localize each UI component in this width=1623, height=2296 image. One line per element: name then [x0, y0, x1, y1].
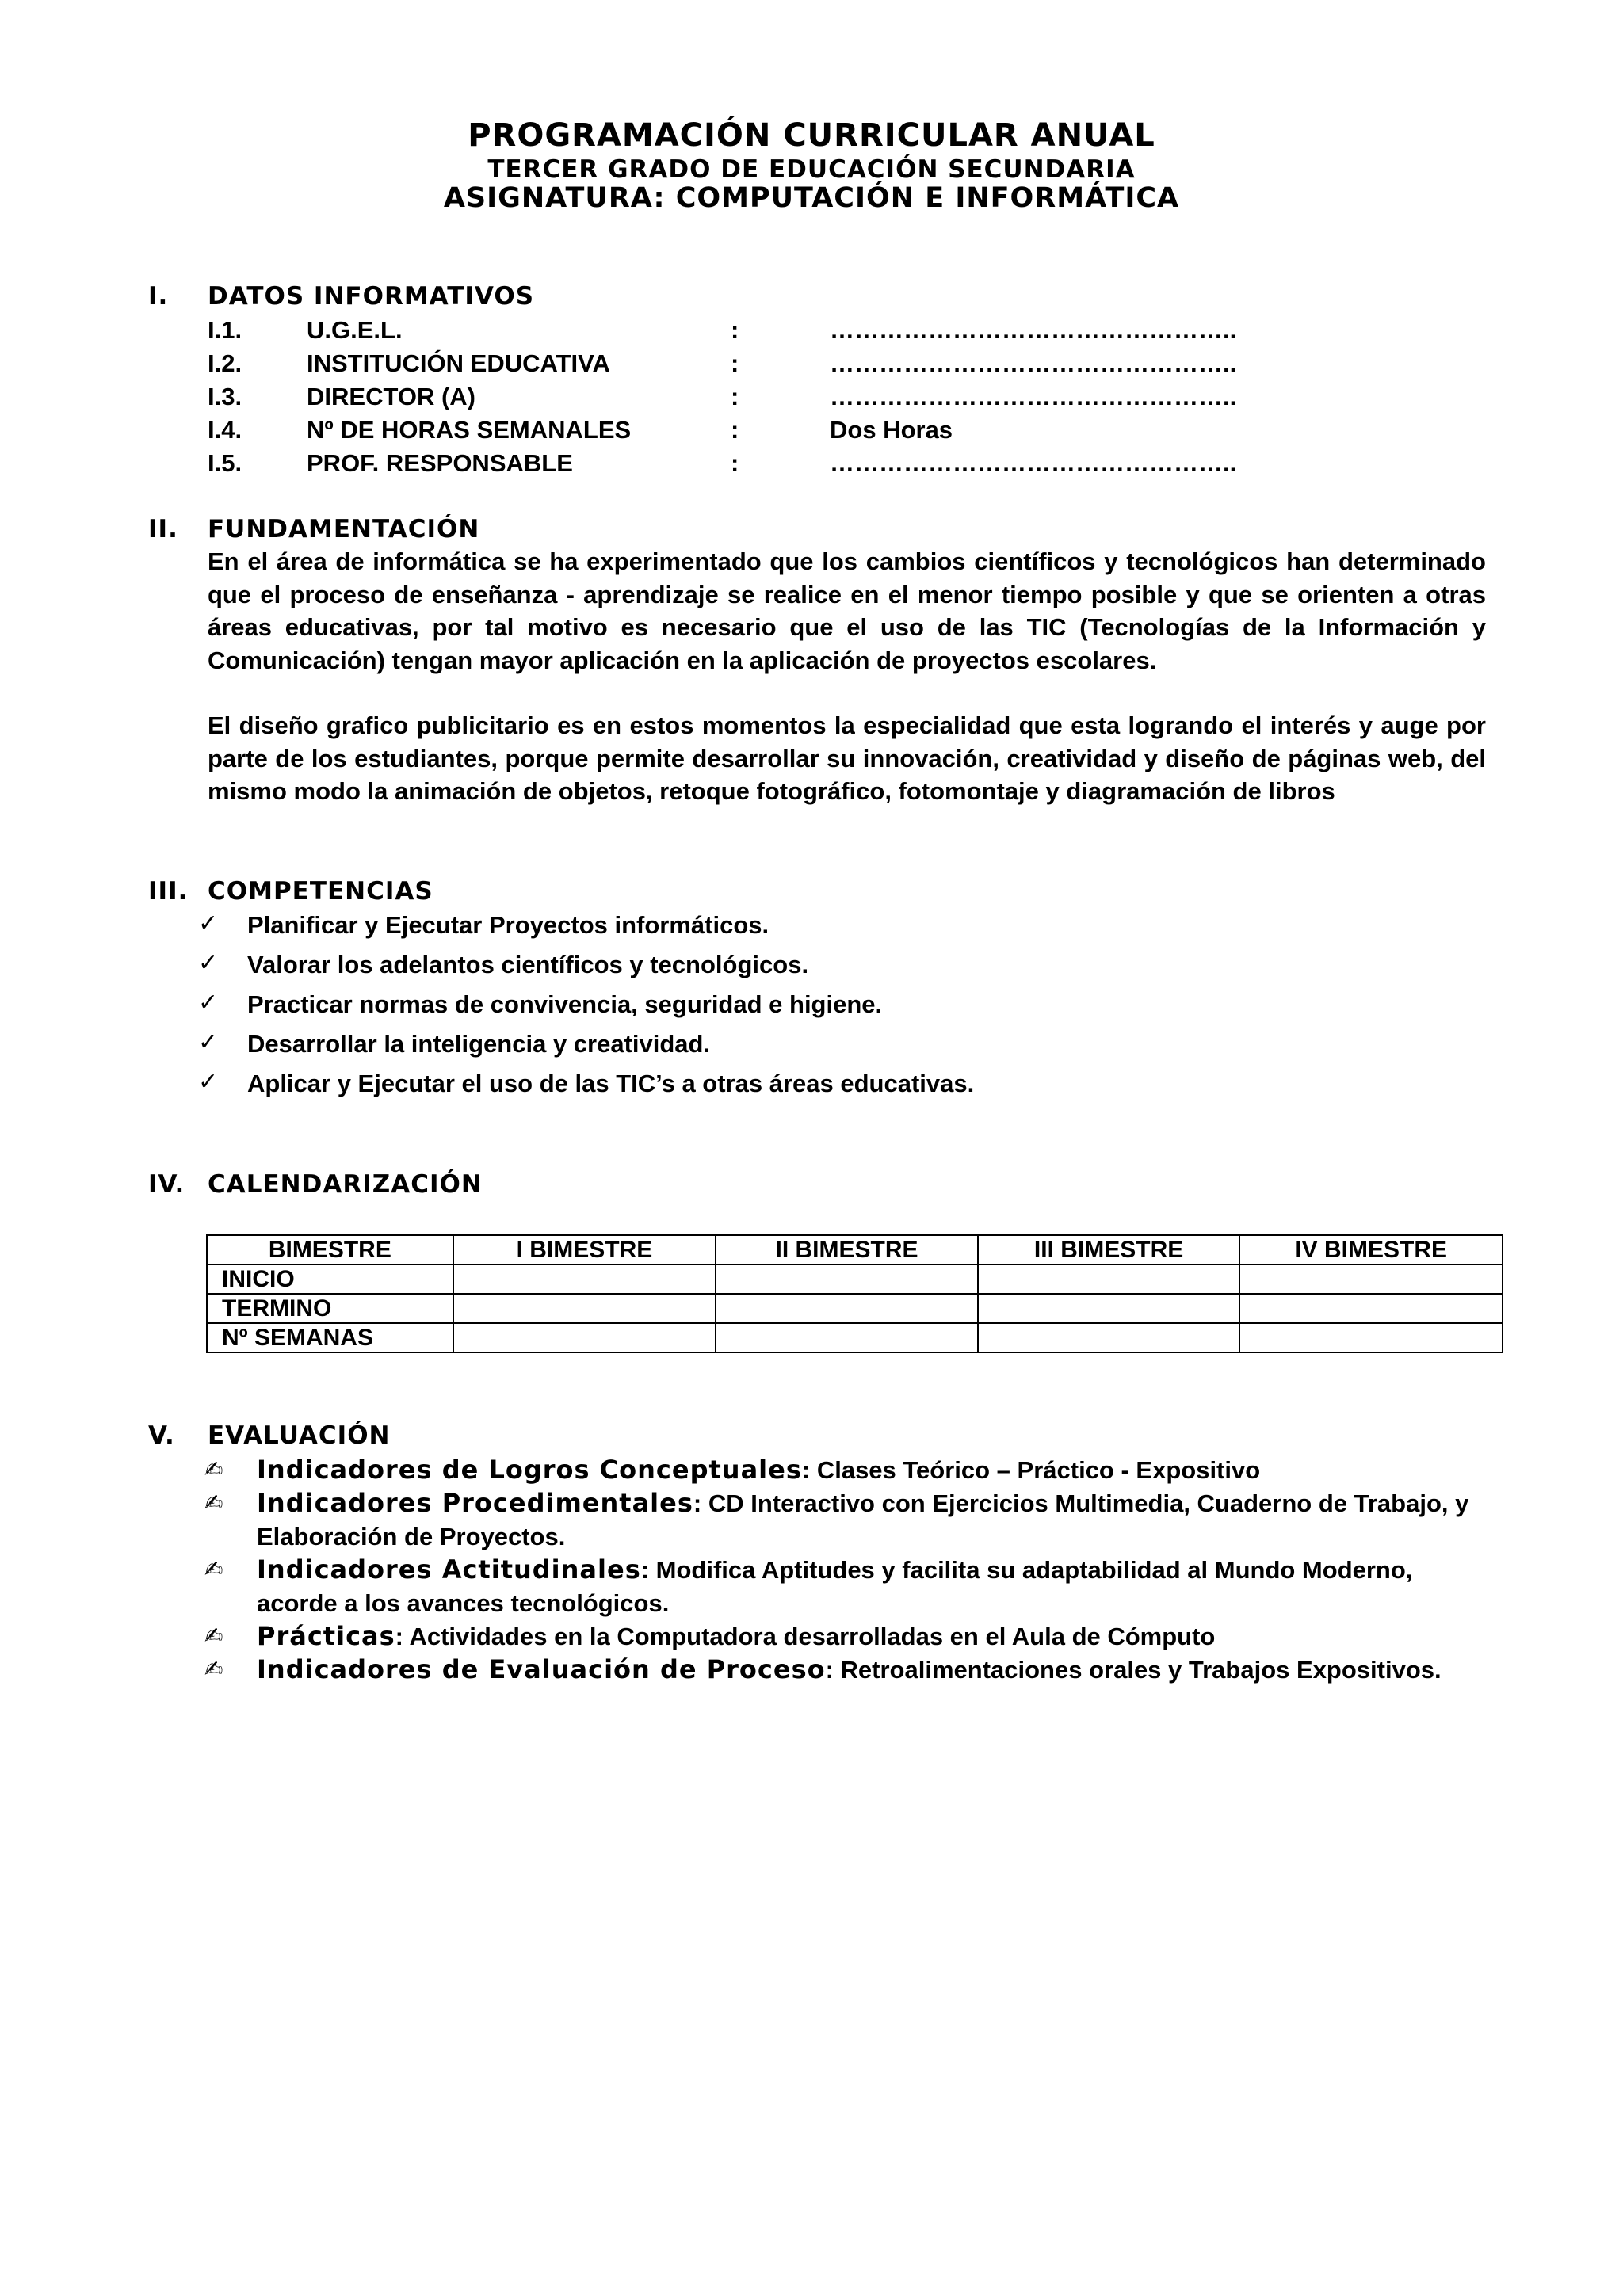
competencia-item: Desarrollar la inteligencia y creatividad. — [247, 1030, 711, 1058]
info-number: I.4. — [208, 416, 242, 444]
info-number: I.2. — [208, 349, 242, 377]
evaluacion-item — [257, 1453, 1493, 1487]
evaluacion-item-key: Indicadores de Evaluación de Proceso — [257, 1654, 826, 1684]
info-label: DIRECTOR (A) — [307, 383, 475, 410]
table-header-cell: II BIMESTRE — [716, 1235, 978, 1264]
checkmark-icon: ✓ — [198, 949, 219, 977]
checkmark-icon: ✓ — [198, 1028, 219, 1056]
info-label: PROF. RESPONSABLE — [307, 449, 573, 477]
table-header-cell: III BIMESTRE — [978, 1235, 1240, 1264]
evaluacion-item — [257, 1486, 1493, 1554]
table-header-cell: IV BIMESTRE — [1239, 1235, 1503, 1264]
info-value: ………………………………………….. — [830, 449, 1237, 477]
info-number: I.5. — [208, 449, 242, 477]
writing-hand-icon: ✍ — [204, 1623, 223, 1649]
document-subject: ASIGNATURA: COMPUTACIÓN E INFORMÁTICA — [443, 182, 1180, 214]
document-subtitle: TERCER GRADO DE EDUCACIÓN SECUNDARIA — [487, 155, 1136, 184]
section-title-competencias: COMPETENCIAS — [208, 877, 433, 906]
evaluacion-item-key: Indicadores Procedimentales — [257, 1488, 693, 1518]
section-number-2: II. — [148, 515, 178, 543]
table-header-cell: I BIMESTRE — [453, 1235, 716, 1264]
table-cell — [978, 1294, 1240, 1323]
table-header-cell: BIMESTRE — [207, 1235, 453, 1264]
evaluacion-item-text: : Actividades en la Computadora desarrolladas en el Aula de Cómputo — [395, 1623, 1216, 1650]
writing-hand-icon: ✍ — [204, 1489, 223, 1516]
table-row-label: INICIO — [207, 1264, 453, 1294]
evaluacion-item — [257, 1619, 1493, 1653]
table-cell — [716, 1294, 978, 1323]
table-row-label: TERMINO — [207, 1294, 453, 1323]
checkmark-icon: ✓ — [198, 989, 219, 1016]
info-number: I.1. — [208, 316, 242, 344]
info-colon: : — [731, 316, 739, 344]
section-number-5: V. — [148, 1421, 175, 1450]
checkmark-icon: ✓ — [198, 1068, 219, 1096]
section-title-fundamentacion: FUNDAMENTACIÓN — [208, 515, 480, 543]
evaluacion-item-text: : Clases Teórico – Práctico - Expositivo — [801, 1456, 1261, 1484]
evaluacion-item-text: : Modifica Aptitudes y facilita su adaptabilidad al Mundo Moderno, acorde a los avances tecnológicos. — [257, 1556, 1413, 1617]
section-title-evaluacion: EVALUACIÓN — [208, 1421, 391, 1450]
info-colon: : — [731, 383, 739, 410]
info-number: I.3. — [208, 383, 242, 410]
info-colon: : — [731, 416, 739, 444]
table-cell — [1239, 1323, 1503, 1352]
competencia-item: Valorar los adelantos científicos y tecnológicos. — [247, 951, 809, 978]
table-cell — [453, 1323, 716, 1352]
evaluacion-item-key: Indicadores de Logros Conceptuales — [257, 1455, 802, 1485]
table-cell — [453, 1294, 716, 1323]
info-colon: : — [731, 449, 739, 477]
info-label: INSTITUCIÓN EDUCATIVA — [307, 349, 610, 377]
section-title-calendarizacion: CALENDARIZACIÓN — [208, 1170, 483, 1199]
table-row — [207, 1294, 1503, 1323]
table-row — [207, 1323, 1503, 1352]
competencia-item: Practicar normas de convivencia, seguridad e higiene. — [247, 990, 883, 1018]
evaluacion-item — [257, 1653, 1493, 1687]
fundamentacion-paragraph-2: El diseño grafico publicitario es en estos momentos la especialidad que esta logrando el interés y auge por parte de los estudiantes, porque permite desarrollar su innovación, creatividad y diseño de páginas web, del mismo modo la animación de objetos, retoque fotográfico, fotomontaje y diagramación de libros — [208, 711, 1486, 805]
table-cell — [1239, 1294, 1503, 1323]
calendario-table — [206, 1234, 1503, 1353]
fundamentacion-paragraph-1: En el área de informática se ha experimentado que los cambios científicos y tecnológicos han determinado que el proceso de enseñanza - aprendizaje se realice en el menor tiempo posible y que se orienten a otras áreas educativas, por tal motivo es necesario que el uso de las TIC (Tecnologías de la Información y Comunicación) tengan mayor aplicación en la aplicación de proyectos escolares. — [208, 547, 1486, 674]
writing-hand-icon: ✍ — [204, 1556, 223, 1582]
info-colon: : — [731, 349, 739, 377]
evaluacion-item-key: Indicadores Actitudinales — [257, 1554, 641, 1585]
evaluacion-item-text: : CD Interactivo con Ejercicios Multimedia, Cuaderno de Trabajo, y Elaboración de Proyectos. — [257, 1489, 1469, 1550]
evaluacion-item-text: : Retroalimentaciones orales y Trabajos Expositivos. — [825, 1656, 1442, 1684]
section-title-datos: DATOS INFORMATIVOS — [208, 282, 535, 311]
section-number-4: IV. — [148, 1170, 185, 1199]
table-cell — [716, 1264, 978, 1294]
table-cell — [1239, 1264, 1503, 1294]
table-row-label: Nº SEMANAS — [207, 1323, 453, 1352]
evaluacion-item-key: Prácticas — [257, 1621, 395, 1651]
writing-hand-icon: ✍ — [204, 1456, 223, 1482]
table-cell — [716, 1323, 978, 1352]
writing-hand-icon: ✍ — [204, 1656, 223, 1682]
table-cell — [978, 1264, 1240, 1294]
info-label: Nº DE HORAS SEMANALES — [307, 416, 632, 444]
document-title: PROGRAMACIÓN CURRICULAR ANUAL — [468, 117, 1155, 154]
table-cell — [978, 1323, 1240, 1352]
info-value: ………………………………………….. — [830, 316, 1237, 344]
competencia-item: Planificar y Ejecutar Proyectos informáticos. — [247, 911, 769, 939]
info-value: ………………………………………….. — [830, 349, 1237, 377]
info-value: Dos Horas — [830, 416, 953, 444]
evaluacion-item — [257, 1553, 1493, 1620]
table-header-row — [207, 1235, 1503, 1264]
table-cell — [453, 1264, 716, 1294]
section-number-1: I. — [148, 282, 169, 311]
section-number-3: III. — [148, 877, 189, 906]
competencia-item: Aplicar y Ejecutar el uso de las TIC’s a otras áreas educativas. — [247, 1070, 975, 1097]
info-value: ………………………………………….. — [830, 383, 1237, 410]
info-label: U.G.E.L. — [307, 316, 403, 344]
checkmark-icon: ✓ — [198, 910, 219, 937]
table-row — [207, 1264, 1503, 1294]
